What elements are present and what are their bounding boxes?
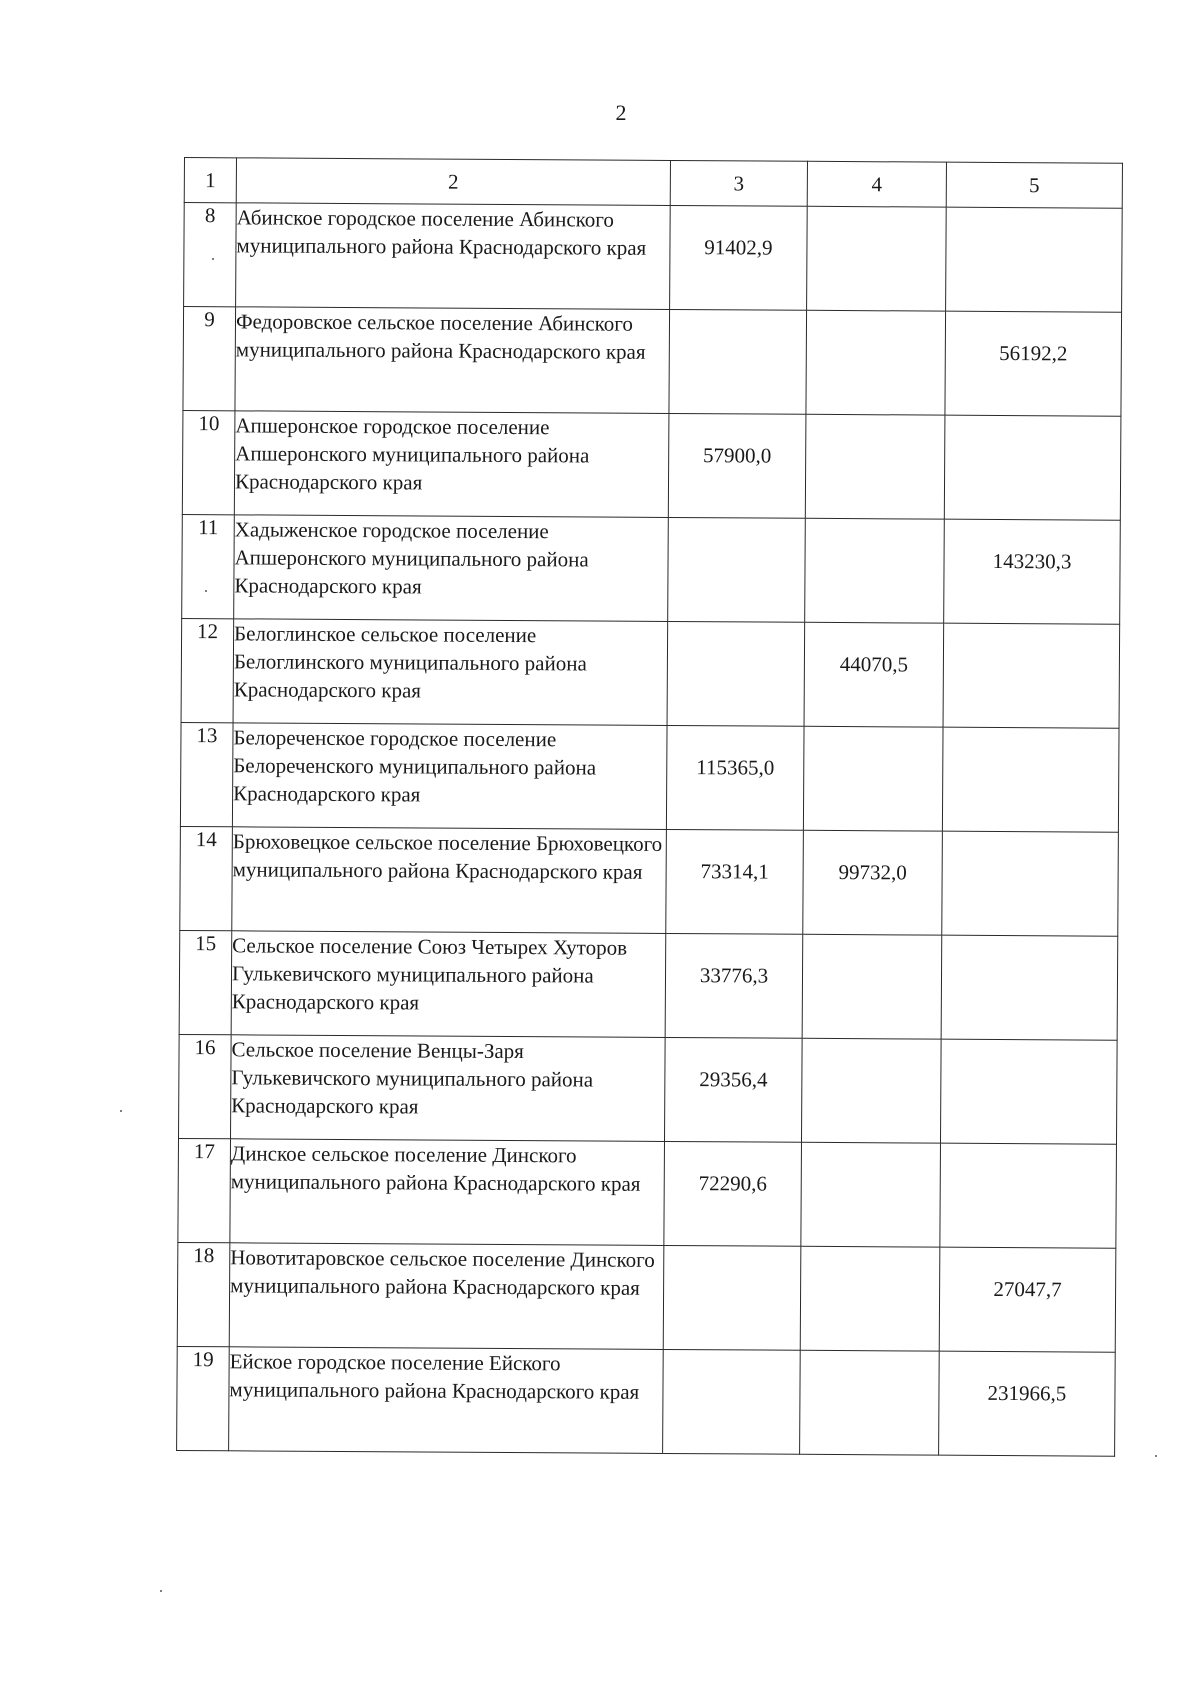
value-col-5 <box>942 831 1119 936</box>
value-col-3 <box>663 1245 801 1350</box>
value-col-5 <box>944 519 1121 624</box>
value-col-3 <box>670 205 808 310</box>
settlement-name: Белореченское городское поселение Белореченского муниципального района Краснодарского края <box>232 723 667 830</box>
value-col-4 <box>803 830 943 935</box>
value-col-5 <box>941 935 1118 1040</box>
table-row <box>179 1034 1118 1144</box>
value-col-3 <box>665 933 803 1038</box>
scan-speck <box>160 1590 162 1592</box>
page-number: 2 <box>615 100 627 125</box>
table-row <box>177 1242 1116 1352</box>
settlement-name: Сельское поселение Венцы-Заря Гулькевичского муниципального района Краснодарского края <box>231 1035 666 1142</box>
row-number: 8 <box>184 203 237 307</box>
value-text: 44070,5 <box>839 652 909 677</box>
row-number: 10 <box>182 410 235 514</box>
data-table-container <box>176 157 1122 1457</box>
table-row <box>177 1346 1116 1456</box>
value-text: 99732,0 <box>838 860 907 885</box>
value-col-3 <box>666 829 804 934</box>
value-text: 27047,7 <box>993 1276 1062 1302</box>
value-text: 57900,0 <box>702 443 772 468</box>
row-number: 16 <box>179 1034 232 1138</box>
value-col-4 <box>802 934 942 1039</box>
row-number: 14 <box>180 826 233 930</box>
value-col-5 <box>940 1039 1117 1144</box>
value-col-4 <box>803 726 943 831</box>
value-text: 143230,3 <box>992 548 1072 574</box>
value-col-5 <box>943 623 1120 728</box>
value-col-4 <box>801 1142 941 1247</box>
value-col-5 <box>945 311 1122 416</box>
table-row <box>182 514 1121 624</box>
value-col-5 <box>946 207 1123 312</box>
value-col-5 <box>939 1247 1116 1352</box>
value-col-3 <box>669 309 807 414</box>
table-row <box>184 203 1123 313</box>
table-row <box>180 826 1119 936</box>
value-col-4 <box>800 1246 940 1351</box>
row-number: 9 <box>183 307 236 411</box>
value-col-5 <box>940 1143 1117 1248</box>
table-header-row <box>184 158 1122 209</box>
column-header: 3 <box>670 160 807 206</box>
value-col-3 <box>664 1141 802 1246</box>
settlement-name: Хадыженское городское поселение Апшеронского муниципального района Краснодарского края <box>234 515 669 622</box>
value-text: 73314,1 <box>700 859 769 884</box>
value-col-4 <box>806 310 946 415</box>
value-col-3 <box>667 621 805 726</box>
row-number: 15 <box>179 930 232 1034</box>
value-col-4 <box>805 414 945 519</box>
settlement-name: Новотитаровское сельское поселение Динского муниципального района Краснодарского края <box>229 1243 664 1350</box>
table-row <box>183 307 1122 417</box>
settlement-name: Динское сельское поселение Динского муниципального района Краснодарского края <box>230 1139 665 1246</box>
table-row <box>180 722 1119 832</box>
table-row <box>182 410 1121 520</box>
value-col-4 <box>807 206 947 311</box>
value-col-5 <box>939 1351 1116 1456</box>
value-col-4 <box>805 518 945 623</box>
row-number: 11 <box>182 514 235 618</box>
scan-speck <box>212 258 214 260</box>
settlement-name: Ейское городское поселение Ейского муниципального района Краснодарского края <box>229 1347 664 1454</box>
settlement-name: Абинское городское поселение Абинского муниципального района Краснодарского края <box>236 203 671 310</box>
table-row <box>181 618 1120 728</box>
value-col-4 <box>801 1038 941 1143</box>
value-col-3 <box>668 413 806 518</box>
value-col-5 <box>942 727 1119 832</box>
value-text: 72290,6 <box>698 1171 767 1196</box>
column-header: 1 <box>184 158 236 203</box>
scan-speck <box>1155 1455 1157 1457</box>
value-text: 29356,4 <box>699 1067 768 1092</box>
value-text: 115365,0 <box>696 755 775 780</box>
settlement-name: Сельское поселение Союз Четырех Хуторов Гулькевичского муниципального района Краснодарского края <box>231 931 666 1038</box>
value-text: 56192,2 <box>999 340 1068 366</box>
row-number: 19 <box>177 1346 230 1450</box>
value-col-3 <box>664 1037 802 1142</box>
value-text: 231966,5 <box>987 1380 1067 1406</box>
settlement-name: Белоглинское сельское поселение Белоглинского муниципального района Краснодарского края <box>233 619 668 726</box>
value-text: 33776,3 <box>699 963 769 988</box>
row-number: 12 <box>181 618 234 722</box>
column-header: 5 <box>946 162 1122 208</box>
settlement-name: Брюховецкое сельское поселение Брюховецкого муниципального района Краснодарского края <box>232 827 667 934</box>
value-col-4 <box>804 622 944 727</box>
scan-speck <box>120 1110 122 1112</box>
settlement-name: Федоровское сельское поселение Абинского муниципального района Краснодарского края <box>235 307 670 414</box>
table-row <box>179 930 1118 1040</box>
row-number: 17 <box>178 1138 231 1242</box>
settlement-name: Апшеронское городское поселение Апшеронского муниципального района Краснодарского края <box>234 411 669 518</box>
scan-speck <box>205 590 207 592</box>
table-row <box>178 1138 1117 1248</box>
data-table <box>176 157 1123 1457</box>
value-col-4 <box>800 1350 940 1455</box>
value-col-3 <box>668 517 806 622</box>
column-header: 4 <box>807 161 946 207</box>
value-col-5 <box>944 415 1121 520</box>
row-number: 18 <box>177 1242 230 1346</box>
value-text: 91402,9 <box>704 235 773 260</box>
value-col-3 <box>666 725 804 830</box>
row-number: 13 <box>180 722 233 826</box>
column-header: 2 <box>236 158 670 206</box>
value-col-3 <box>663 1349 801 1454</box>
